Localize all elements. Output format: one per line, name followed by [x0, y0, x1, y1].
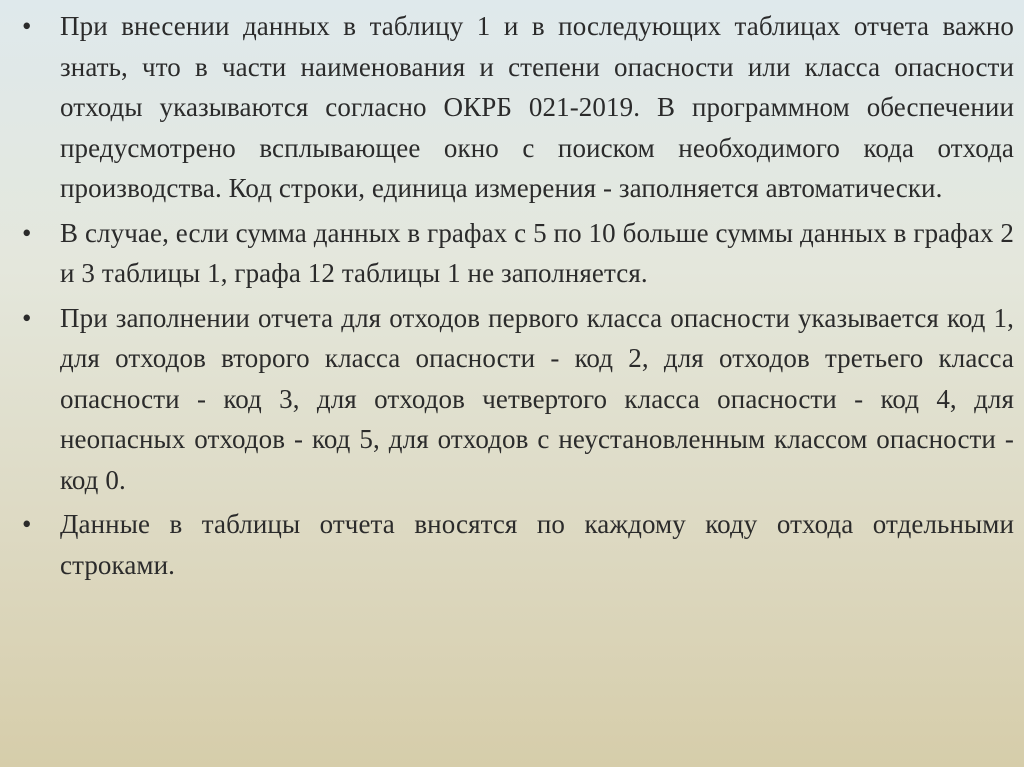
- bullet-item-separate-rows: [18, 504, 1014, 585]
- bullet-text: При внесении данных в таблицу 1 и в последующих таблицах отчета важно знать, что в части наименования и степени опасности или класса опасности отходы указываются согласно ОКРБ 021-2019. В программном обеспечении предусмотрено всплывающее окно с поиском необходимого кода отхода производства. Код строки, единица измерения - заполняется автоматически.: [60, 11, 1014, 203]
- bullet-text: В случае, если сумма данных в графах с 5 по 10 больше суммы данных в графах 2 и 3 таблицы 1, графа 12 таблицы 1 не заполняется.: [60, 217, 1014, 288]
- bullet-item-column-sum-rule: [18, 213, 1014, 294]
- bullet-icon: •: [22, 217, 32, 248]
- bullet-icon: •: [22, 11, 32, 41]
- bullet-text: Данные в таблицы отчета вносятся по каждому коду отхода отдельными строками.: [60, 509, 1014, 580]
- bullet-list: [18, 6, 1014, 585]
- bullet-item-waste-classification: [18, 6, 1014, 209]
- bullet-icon: •: [22, 509, 32, 539]
- bullet-icon: •: [22, 302, 32, 333]
- bullet-item-hazard-codes: [18, 298, 1014, 501]
- bullet-text: При заполнении отчета для отходов первого класса опасности указывается код 1, для отходов второго класса опасности - код 2, для отходов третьего класса опасности - код 3, для отходов четвертого класса опасности - код 4, для неопасных отходов - код 5, для отходов с неустановленным классом опасности - код 0.: [60, 302, 1014, 495]
